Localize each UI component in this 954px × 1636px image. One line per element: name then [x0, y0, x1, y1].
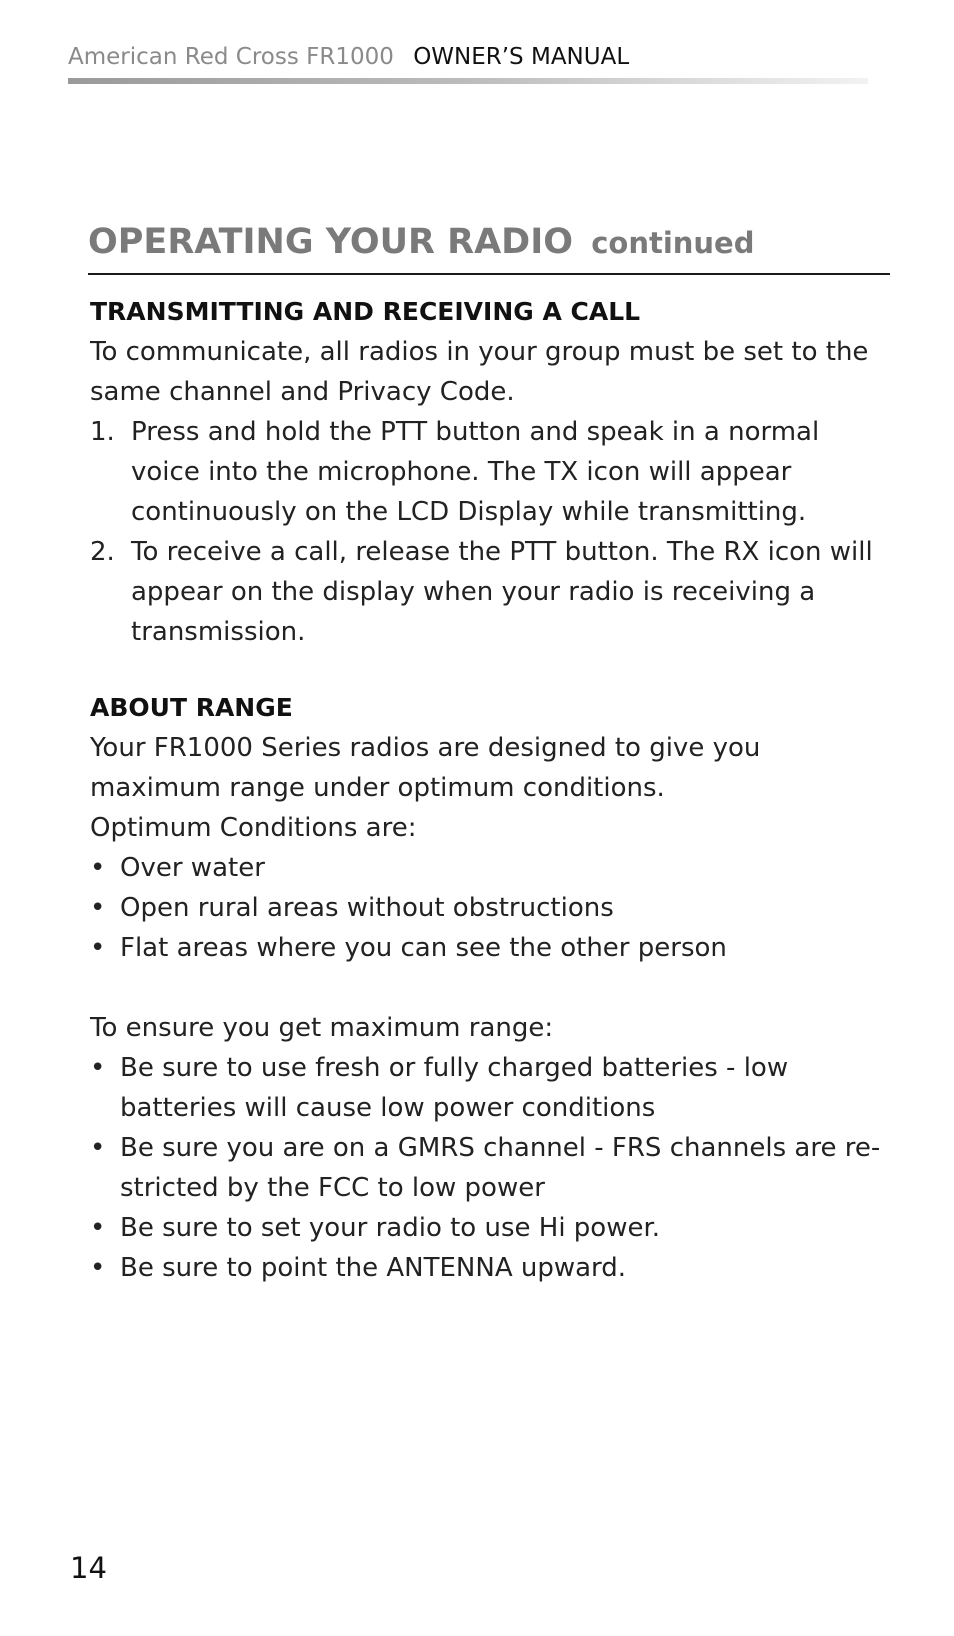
header-manual-title: OWNER’S MANUAL	[413, 44, 630, 70]
range-heading: ABOUT RANGE	[90, 693, 293, 722]
bullet-list-item	[90, 848, 890, 888]
bullet-text: Be sure to point the ANTENNA upward.	[120, 1253, 627, 1283]
bullet-text: Be sure to set your radio to use Hi power.	[120, 1213, 661, 1243]
conditions-label: Optimum Conditions are:	[90, 813, 417, 843]
section-title-text: OPERATING YOUR RADIO	[88, 222, 574, 262]
transmitting-heading: TRANSMITTING AND RECEIVING A CALL	[90, 297, 641, 326]
page-content	[90, 292, 890, 1288]
step-text: Press and hold the PTT button and speak in a normal voice into the microphone. The TX icon will appear continuously on the LCD Display while transmitting.	[131, 417, 820, 527]
bullet-icon: •	[90, 1053, 106, 1083]
bullet-list-item	[90, 1048, 890, 1128]
transmitting-intro: To communicate, all radios in your group must be set to the same channel and Privacy Code.	[90, 337, 869, 407]
bullet-text: Be sure you are on a GMRS channel - FRS channels are restricted by the FCC to low power	[120, 1133, 881, 1203]
bullet-icon: •	[90, 1253, 106, 1283]
bullet-icon: •	[90, 853, 106, 883]
bullet-list-item	[90, 1128, 890, 1208]
bullet-list-item	[90, 1208, 890, 1248]
running-header	[68, 42, 629, 72]
step-number: 2.	[90, 537, 115, 567]
bullet-text: Open rural areas without obstructions	[120, 893, 614, 923]
section-title-suffix: continued	[591, 226, 755, 260]
numbered-step	[90, 532, 890, 652]
bullet-text: Flat areas where you can see the other person	[120, 933, 727, 963]
ensure-label: To ensure you get maximum range:	[90, 1013, 554, 1043]
bullet-icon: •	[90, 933, 106, 963]
step-text: To receive a call, release the PTT button. The RX icon will appear on the display when your radio is receiving a transmission.	[131, 537, 873, 647]
page-number: 14	[70, 1551, 107, 1585]
step-number: 1.	[90, 417, 115, 447]
bullet-list-item	[90, 888, 890, 928]
header-brand: American Red Cross FR1000	[68, 44, 394, 70]
numbered-step	[90, 412, 890, 532]
bullet-icon: •	[90, 1213, 106, 1243]
header-rule	[68, 78, 868, 84]
range-intro: Your FR1000 Series radios are designed to give you maximum range under optimum conditions.	[90, 733, 761, 803]
section-rule	[88, 273, 890, 275]
bullet-icon: •	[90, 893, 106, 923]
bullet-list-item	[90, 928, 890, 968]
bullet-list-item	[90, 1248, 890, 1288]
bullet-text: Over water	[120, 853, 265, 883]
section-title	[88, 220, 754, 265]
bullet-text: Be sure to use fresh or fully charged batteries - low batteries will cause low power conditions	[120, 1053, 789, 1123]
bullet-icon: •	[90, 1133, 106, 1163]
